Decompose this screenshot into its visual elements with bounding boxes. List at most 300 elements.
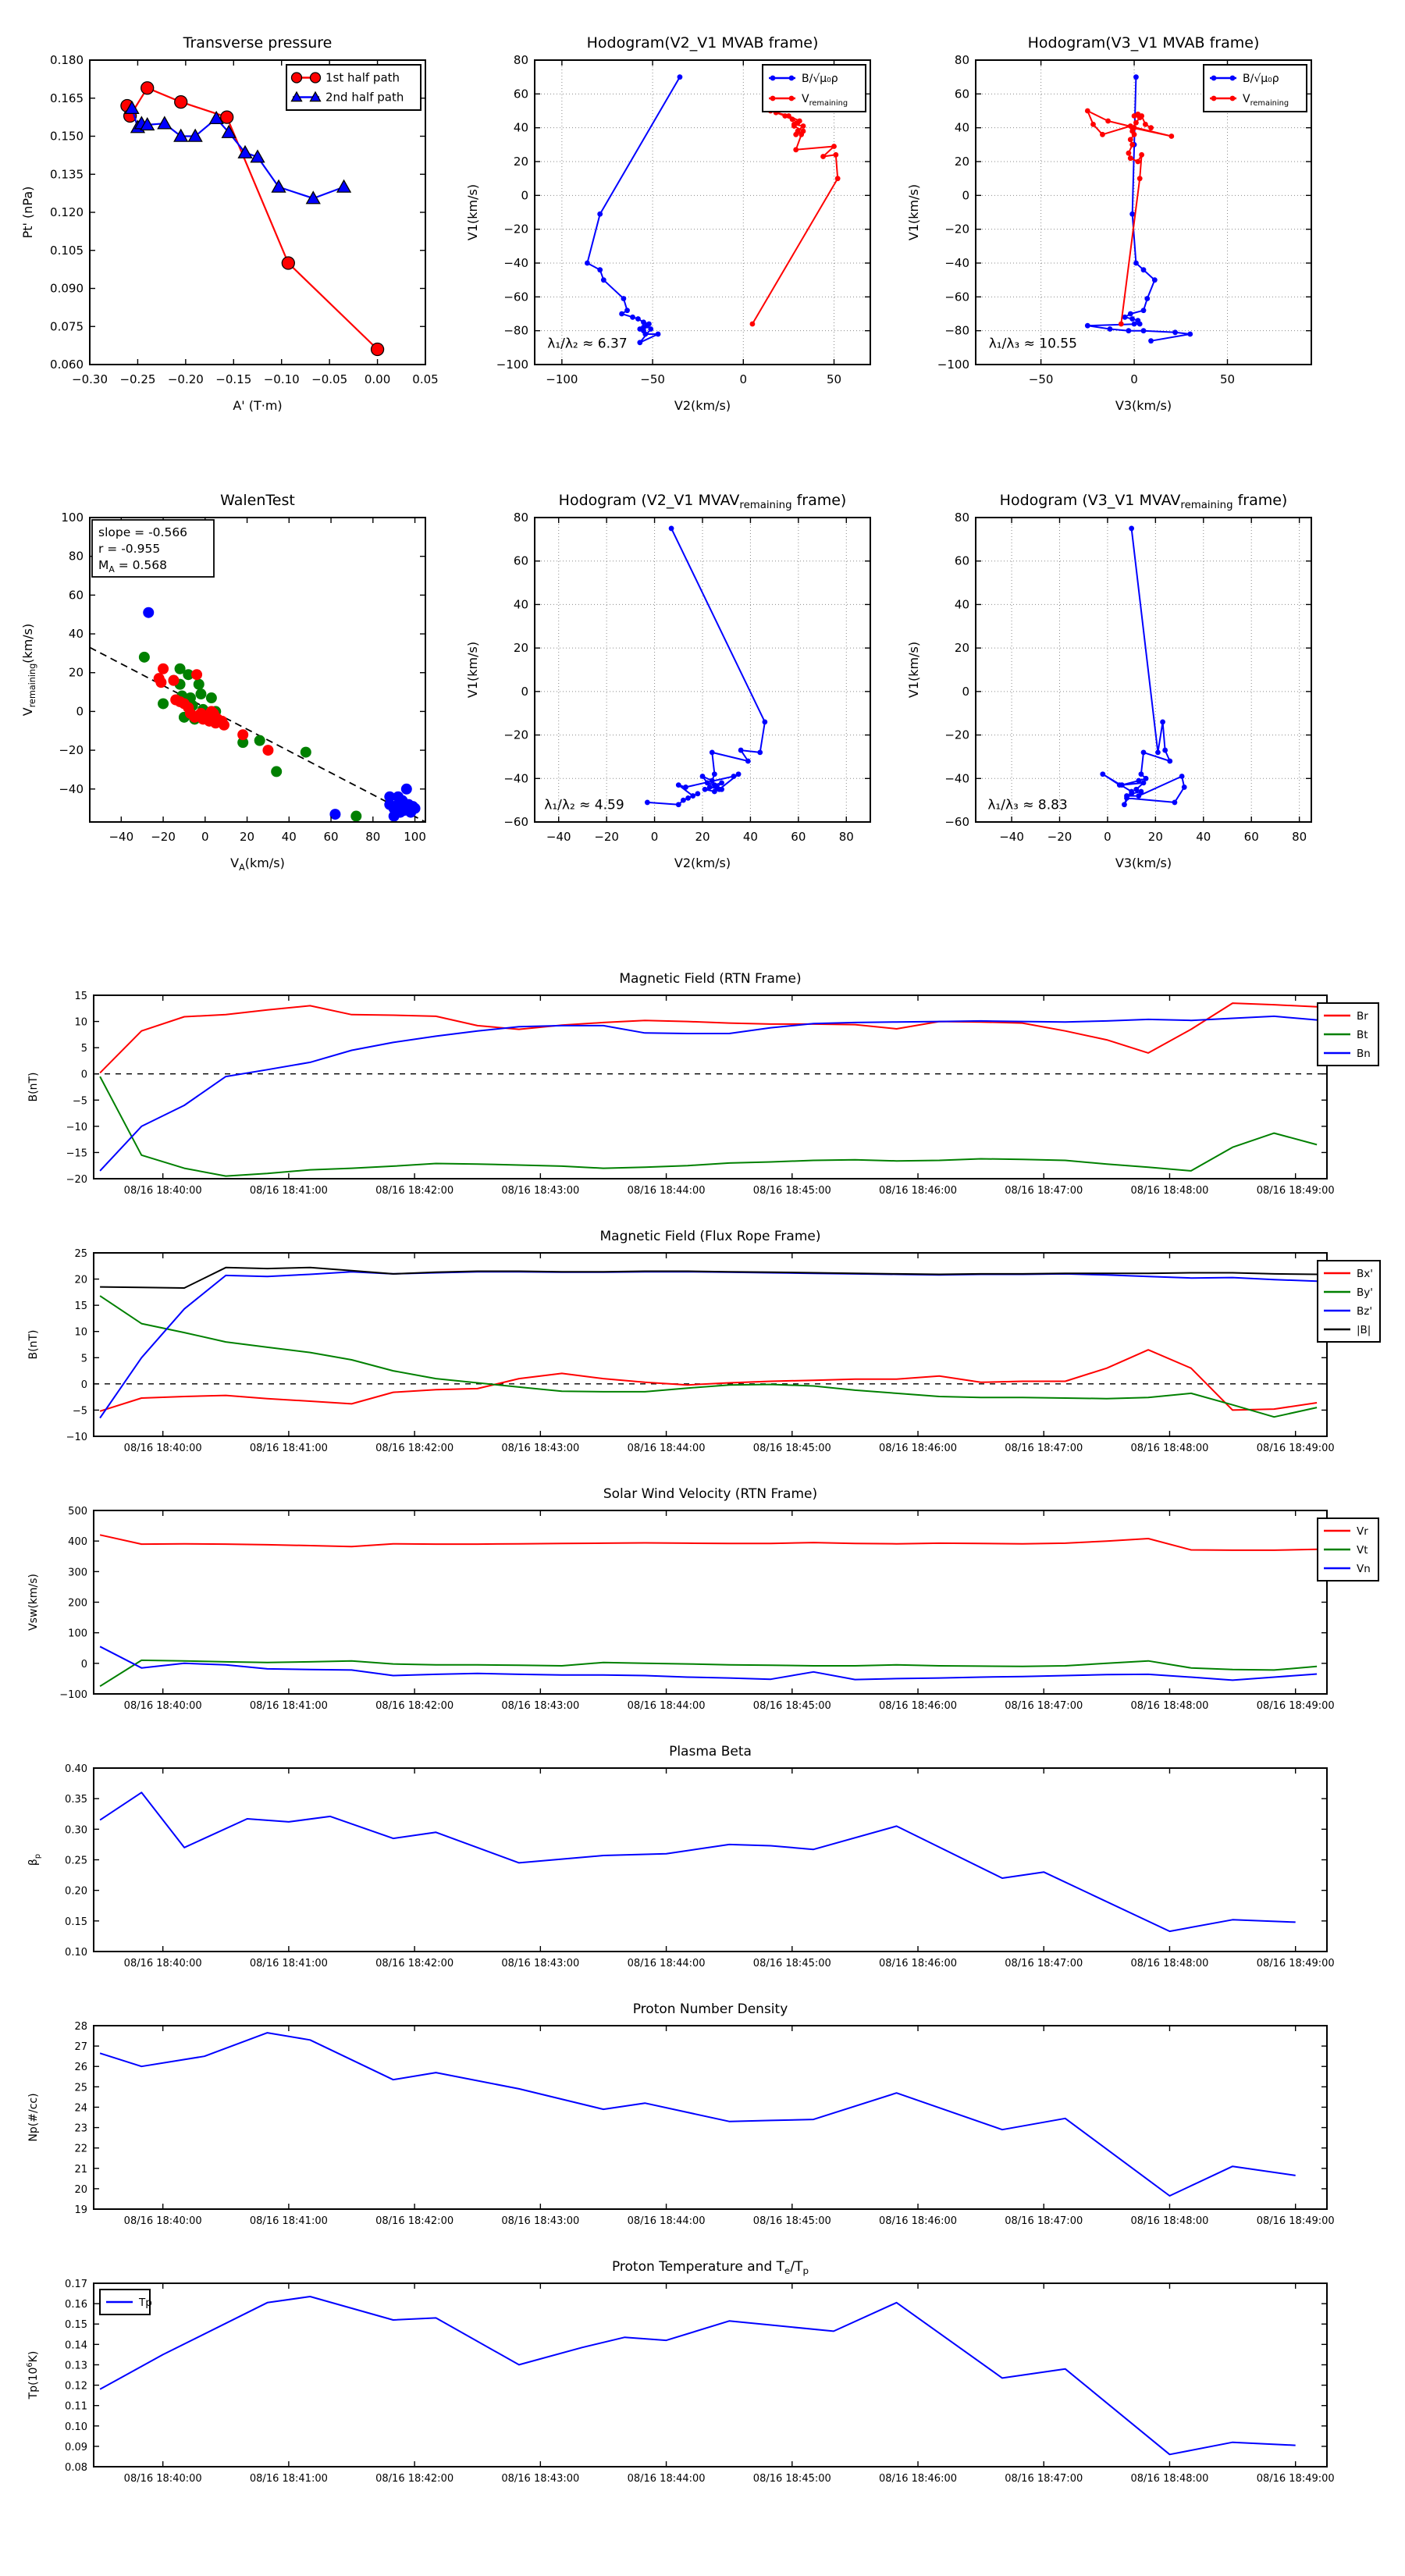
circle-marker: [282, 257, 294, 269]
svg-text:−40: −40: [944, 771, 969, 786]
svg-text:0.060: 0.060: [50, 358, 84, 372]
dot-marker: [757, 749, 763, 755]
dot-marker: [597, 267, 603, 272]
svg-text:80: 80: [1292, 830, 1307, 844]
circle-marker: [195, 688, 206, 699]
dot-marker: [700, 774, 706, 779]
dot-marker: [789, 96, 795, 101]
svg-text:60: 60: [513, 553, 528, 568]
svg-text:08/16 18:48:00: 08/16 18:48:00: [1130, 1185, 1209, 1197]
svg-text:−10: −10: [66, 1432, 87, 1443]
circle-marker: [262, 745, 273, 756]
legend-label: Tp: [139, 2297, 152, 2309]
svg-text:0.20: 0.20: [65, 1885, 87, 1898]
dot-marker: [791, 123, 797, 129]
svg-text:−40: −40: [108, 830, 134, 844]
svg-text:08/16 18:43:00: 08/16 18:43:00: [501, 1700, 580, 1712]
dot-marker: [1141, 749, 1147, 755]
svg-text:0.120: 0.120: [50, 205, 84, 219]
dot-marker: [789, 76, 795, 81]
svg-text:20: 20: [695, 830, 710, 844]
svg-text:−0.15: −0.15: [215, 372, 252, 386]
svg-text:−40: −40: [503, 256, 528, 270]
dot-marker: [648, 326, 653, 332]
circle-marker: [158, 664, 169, 674]
plot-svg: [12, 1729, 1393, 1987]
dot-marker: [1155, 749, 1161, 755]
svg-text:0.075: 0.075: [50, 319, 84, 334]
svg-text:−50: −50: [640, 372, 665, 386]
circle-marker: [175, 96, 187, 109]
svg-text:80: 80: [513, 511, 528, 525]
legend-label: |B|: [1357, 1324, 1371, 1336]
svg-text:60: 60: [791, 830, 806, 844]
svg-text:08/16 18:46:00: 08/16 18:46:00: [879, 2215, 958, 2227]
svg-text:08/16 18:45:00: 08/16 18:45:00: [752, 1958, 831, 1969]
circle-marker: [401, 784, 412, 795]
dot-marker: [1172, 329, 1178, 335]
dot-marker: [1100, 771, 1105, 777]
dot-marker: [1211, 76, 1217, 81]
svg-text:08/16 18:41:00: 08/16 18:41:00: [249, 1185, 328, 1197]
svg-text:50: 50: [1219, 372, 1236, 386]
svg-text:40: 40: [513, 120, 528, 135]
svg-text:−5: −5: [72, 1405, 87, 1418]
svg-text:−20: −20: [944, 222, 969, 237]
svg-text:20: 20: [954, 641, 969, 656]
dot-marker: [1122, 802, 1127, 807]
circle-marker: [158, 698, 169, 709]
svg-text:08/16 18:46:00: 08/16 18:46:00: [879, 1185, 958, 1197]
chart-title: Hodogram (V2_V1 $MVAV_{remaining}$ frame): [558, 492, 847, 511]
svg-text:08/16 18:43:00: 08/16 18:43:00: [501, 2215, 580, 2227]
dot-marker: [1128, 137, 1133, 142]
svg-text:50: 50: [826, 372, 842, 386]
chart-hodogram-v2v1-mvab: [457, 9, 894, 466]
dot-marker: [770, 76, 776, 81]
svg-text:40: 40: [954, 120, 969, 135]
dot-marker: [645, 800, 650, 806]
chart-title: Magnetic Field (Flux Rope Frame): [599, 1229, 821, 1244]
svg-text:08/16 18:42:00: 08/16 18:42:00: [375, 2215, 454, 2227]
svg-text:0: 0: [80, 1379, 87, 1391]
svg-text:08/16 18:43:00: 08/16 18:43:00: [501, 1185, 580, 1197]
chart-title: WalenTest: [220, 492, 295, 509]
svg-text:60: 60: [1243, 830, 1259, 844]
svg-text:−100: −100: [59, 1689, 87, 1701]
dot-marker: [1141, 267, 1147, 272]
svg-text:0.165: 0.165: [50, 91, 84, 105]
svg-text:0: 0: [80, 1069, 87, 1081]
svg-text:60: 60: [323, 830, 339, 844]
svg-text:20: 20: [68, 665, 84, 680]
dot-marker: [1136, 778, 1141, 784]
svg-text:08/16 18:41:00: 08/16 18:41:00: [249, 2215, 328, 2227]
svg-text:400: 400: [68, 1536, 87, 1549]
dot-marker: [1085, 109, 1090, 114]
svg-text:0: 0: [80, 1658, 87, 1670]
y-axis-label: V1(km/s): [465, 641, 480, 699]
dot-marker: [695, 791, 700, 796]
svg-text:−0.30: −0.30: [72, 372, 108, 386]
legend-label: Bz': [1357, 1305, 1373, 1318]
dot-marker: [1139, 152, 1144, 158]
dot-marker: [669, 526, 674, 532]
annotation-text: λ₁/λ₂ ≈ 6.37: [547, 336, 628, 352]
svg-text:08/16 18:48:00: 08/16 18:48:00: [1130, 2215, 1209, 2227]
svg-text:08/16 18:44:00: 08/16 18:44:00: [627, 1958, 706, 1969]
svg-text:0.11: 0.11: [65, 2400, 87, 2413]
svg-text:40: 40: [281, 830, 297, 844]
svg-text:23: 23: [74, 2122, 87, 2135]
circle-marker: [219, 720, 229, 731]
y-axis-label: V1(km/s): [906, 641, 921, 699]
svg-text:0.00: 0.00: [364, 372, 391, 386]
svg-text:08/16 18:40:00: 08/16 18:40:00: [123, 2473, 202, 2485]
svg-text:0.150: 0.150: [50, 129, 84, 144]
annotation-text: λ₁/λ₂ ≈ 4.59: [544, 797, 624, 813]
circle-marker: [155, 677, 166, 688]
svg-text:0: 0: [521, 188, 528, 203]
svg-text:5: 5: [80, 1353, 87, 1365]
svg-text:−100: −100: [937, 358, 969, 372]
y-axis-label: B(nT): [27, 1329, 40, 1360]
svg-text:08/16 18:49:00: 08/16 18:49:00: [1256, 1958, 1335, 1969]
svg-text:08/16 18:48:00: 08/16 18:48:00: [1130, 2473, 1209, 2485]
dot-marker: [1132, 322, 1137, 327]
plot-svg: [12, 1214, 1393, 1471]
y-axis-label: B(nT): [27, 1072, 40, 1102]
svg-text:20: 20: [1147, 830, 1163, 844]
legend: [1204, 65, 1307, 112]
dot-marker: [1129, 789, 1134, 795]
svg-text:08/16 18:49:00: 08/16 18:49:00: [1256, 2473, 1335, 2485]
dot-marker: [1141, 780, 1147, 785]
y-axis-label: Pt' (nPa): [20, 186, 35, 239]
dot-marker: [1090, 122, 1096, 127]
svg-text:20: 20: [74, 2183, 87, 2196]
svg-text:−20: −20: [59, 743, 84, 758]
svg-text:0.17: 0.17: [65, 2279, 87, 2290]
dot-marker: [1211, 96, 1217, 101]
chart-title: Hodogram (V3_V1 $MVAV_{remaining}$ frame): [999, 492, 1288, 511]
svg-text:08/16 18:40:00: 08/16 18:40:00: [123, 1700, 202, 1712]
svg-text:0.09: 0.09: [65, 2441, 87, 2453]
svg-text:80: 80: [838, 830, 854, 844]
circle-marker: [271, 766, 282, 777]
svg-text:08/16 18:47:00: 08/16 18:47:00: [1005, 1958, 1083, 1969]
svg-text:10: 10: [74, 1326, 87, 1339]
legend-label: $V_{remaining}$: [1243, 93, 1289, 108]
svg-text:08/16 18:45:00: 08/16 18:45:00: [752, 1700, 831, 1712]
dot-marker: [801, 129, 806, 134]
svg-text:20: 20: [513, 641, 528, 656]
dot-marker: [762, 719, 767, 724]
svg-text:22: 22: [74, 2143, 87, 2155]
svg-text:300: 300: [68, 1567, 87, 1579]
svg-text:40: 40: [513, 597, 528, 612]
dot-marker: [820, 154, 826, 159]
chart-magnetic-field-rtn: [12, 956, 1393, 1214]
legend-label: B/√μ₀ρ: [1243, 73, 1279, 85]
svg-text:08/16 18:46:00: 08/16 18:46:00: [879, 2473, 958, 2485]
svg-text:200: 200: [68, 1597, 87, 1610]
legend: [286, 65, 421, 110]
svg-text:0.13: 0.13: [65, 2360, 87, 2372]
dot-marker: [1129, 142, 1135, 148]
svg-text:08/16 18:46:00: 08/16 18:46:00: [879, 1958, 958, 1969]
svg-text:08/16 18:44:00: 08/16 18:44:00: [627, 1443, 706, 1454]
svg-text:−20: −20: [1047, 830, 1072, 844]
dot-marker: [1126, 328, 1131, 333]
svg-text:0: 0: [76, 704, 84, 719]
dot-marker: [833, 152, 838, 158]
svg-text:0: 0: [962, 684, 969, 699]
dot-marker: [1162, 748, 1168, 753]
dot-marker: [683, 785, 688, 790]
svg-text:20: 20: [513, 155, 528, 169]
svg-text:−80: −80: [503, 323, 528, 338]
svg-text:24: 24: [74, 2102, 87, 2115]
svg-text:08/16 18:40:00: 08/16 18:40:00: [123, 2215, 202, 2227]
circle-marker: [292, 73, 302, 83]
dot-marker: [624, 308, 630, 313]
svg-text:08/16 18:45:00: 08/16 18:45:00: [752, 1443, 831, 1454]
legend-label: B/√μ₀ρ: [802, 73, 838, 85]
svg-text:25: 25: [74, 2082, 87, 2094]
dot-marker: [1187, 332, 1193, 337]
circle-marker: [143, 607, 154, 618]
x-axis-label: V2(km/s): [674, 398, 731, 413]
svg-text:08/16 18:41:00: 08/16 18:41:00: [249, 1958, 328, 1969]
svg-text:−60: −60: [503, 290, 528, 304]
y-axis-label: V1(km/s): [906, 183, 921, 241]
svg-text:100: 100: [61, 511, 84, 525]
chart-magnetic-field-flux-rope: [12, 1214, 1393, 1471]
chart-hodogram-v3v1-mvav: [898, 467, 1354, 923]
dot-marker: [1148, 125, 1154, 130]
dot-marker: [1129, 316, 1135, 322]
dot-marker: [1133, 74, 1139, 80]
svg-text:08/16 18:44:00: 08/16 18:44:00: [627, 2473, 706, 2485]
dot-marker: [1148, 338, 1154, 343]
svg-text:80: 80: [513, 53, 528, 67]
dot-marker: [621, 296, 626, 301]
dot-marker: [770, 96, 776, 101]
svg-text:21: 21: [74, 2163, 87, 2176]
plot-svg: [898, 467, 1354, 923]
legend-label: Vr: [1357, 1525, 1368, 1538]
svg-text:−20: −20: [503, 728, 528, 742]
svg-text:25: 25: [74, 1248, 87, 1260]
dot-marker: [1128, 155, 1133, 161]
svg-text:20: 20: [74, 1274, 87, 1286]
dot-marker: [745, 759, 751, 764]
svg-text:−0.05: −0.05: [311, 372, 348, 386]
dot-marker: [1085, 323, 1090, 329]
legend-label: Bt: [1357, 1029, 1368, 1041]
svg-text:−40: −40: [503, 771, 528, 786]
svg-text:0.30: 0.30: [65, 1824, 87, 1837]
dot-marker: [831, 144, 837, 149]
dot-marker: [1230, 76, 1236, 81]
svg-text:0.25: 0.25: [65, 1855, 87, 1867]
dot-marker: [1182, 785, 1187, 790]
svg-text:40: 40: [1196, 830, 1211, 844]
svg-text:80: 80: [954, 53, 969, 67]
svg-text:08/16 18:45:00: 08/16 18:45:00: [752, 1185, 831, 1197]
legend: [763, 65, 866, 112]
svg-text:80: 80: [954, 511, 969, 525]
svg-text:0: 0: [521, 684, 528, 699]
svg-text:0.08: 0.08: [65, 2462, 87, 2474]
plot-svg: [457, 9, 894, 466]
y-axis-label: Vsw(km/s): [27, 1573, 40, 1631]
svg-text:0: 0: [739, 372, 748, 386]
legend-label: Br: [1357, 1010, 1368, 1023]
legend-label: $V_{remaining}$: [802, 93, 848, 108]
y-axis-label: $V_{remaining}(km/s)$: [20, 623, 37, 717]
chart-hodogram-v2v1-mvav: [457, 467, 894, 923]
svg-text:08/16 18:40:00: 08/16 18:40:00: [123, 1443, 202, 1454]
dot-marker: [712, 771, 717, 777]
dot-marker: [1124, 795, 1129, 801]
dot-marker: [1152, 277, 1158, 283]
plot-svg: [12, 2244, 1393, 2502]
svg-text:08/16 18:43:00: 08/16 18:43:00: [501, 2473, 580, 2485]
dot-marker: [1137, 322, 1143, 327]
dot-marker: [1141, 308, 1147, 313]
svg-text:−100: −100: [546, 372, 578, 386]
dot-marker: [1100, 132, 1105, 137]
chart-title: Solar Wind Velocity (RTN Frame): [603, 1486, 818, 1502]
svg-text:−15: −15: [66, 1147, 87, 1160]
plot-svg: [12, 956, 1393, 1214]
dot-marker: [750, 322, 756, 327]
svg-text:08/16 18:49:00: 08/16 18:49:00: [1256, 2215, 1335, 2227]
svg-text:08/16 18:49:00: 08/16 18:49:00: [1256, 1185, 1335, 1197]
svg-text:−40: −40: [546, 830, 571, 844]
plot-svg: [12, 1471, 1393, 1729]
svg-text:08/16 18:41:00: 08/16 18:41:00: [249, 2473, 328, 2485]
svg-text:−0.10: −0.10: [263, 372, 300, 386]
chart-proton-number-density: [12, 1987, 1393, 2244]
dot-marker: [1144, 296, 1150, 301]
svg-text:r = -0.955: r = -0.955: [98, 542, 161, 556]
svg-text:10: 10: [74, 1016, 87, 1029]
svg-text:08/16 18:43:00: 08/16 18:43:00: [501, 1443, 580, 1454]
svg-text:15: 15: [74, 1300, 87, 1313]
dot-marker: [717, 787, 722, 792]
svg-text:08/16 18:43:00: 08/16 18:43:00: [501, 1958, 580, 1969]
dot-marker: [1119, 322, 1124, 327]
svg-text:−20: −20: [944, 728, 969, 742]
x-axis-label: $V_A(km/s)$: [230, 856, 285, 873]
circle-marker: [237, 729, 248, 740]
legend-label: 2nd half path: [325, 90, 404, 105]
chart-plasma-beta: [12, 1729, 1393, 1987]
svg-text:0: 0: [650, 830, 659, 844]
dot-marker: [710, 749, 715, 755]
dot-marker: [1108, 326, 1113, 332]
dot-marker: [585, 261, 590, 266]
svg-text:0: 0: [1104, 830, 1112, 844]
svg-text:0.135: 0.135: [50, 167, 84, 182]
legend-label: By': [1357, 1286, 1373, 1299]
svg-text:20: 20: [240, 830, 255, 844]
dot-marker: [801, 123, 806, 129]
dot-marker: [619, 311, 624, 317]
chart-title: Hodogram(V3_V1 MVAB frame): [1027, 34, 1260, 52]
dot-marker: [707, 785, 713, 790]
chart-title: Transverse pressure: [183, 34, 333, 52]
plot-svg: [12, 1987, 1393, 2244]
dot-marker: [1129, 212, 1135, 217]
svg-text:−20: −20: [66, 1174, 87, 1186]
svg-text:08/16 18:49:00: 08/16 18:49:00: [1256, 1700, 1335, 1712]
chart-transverse-pressure: [12, 9, 449, 466]
svg-text:28: 28: [74, 2021, 87, 2033]
svg-text:27: 27: [74, 2041, 87, 2054]
svg-text:08/16 18:45:00: 08/16 18:45:00: [752, 2473, 831, 2485]
svg-text:0.180: 0.180: [50, 53, 84, 67]
legend: [100, 2290, 152, 2314]
circle-marker: [301, 747, 311, 758]
annotation-text: λ₁/λ₃ ≈ 10.55: [988, 336, 1077, 352]
svg-text:08/16 18:44:00: 08/16 18:44:00: [627, 2215, 706, 2227]
plot-svg: [12, 9, 449, 466]
svg-text:−60: −60: [944, 290, 969, 304]
chart-title: Magnetic Field (RTN Frame): [619, 971, 802, 987]
dot-marker: [1133, 261, 1139, 266]
svg-text:08/16 18:47:00: 08/16 18:47:00: [1005, 1443, 1083, 1454]
plot-svg: [898, 9, 1354, 466]
dot-marker: [656, 332, 661, 337]
svg-text:08/16 18:40:00: 08/16 18:40:00: [123, 1958, 202, 1969]
dot-marker: [642, 332, 648, 337]
svg-text:0.15: 0.15: [65, 1916, 87, 1928]
dot-marker: [678, 74, 683, 80]
svg-text:0.16: 0.16: [65, 2299, 87, 2311]
svg-text:0.105: 0.105: [50, 243, 84, 258]
dot-marker: [1179, 774, 1185, 779]
dot-marker: [690, 793, 695, 799]
svg-text:0.10: 0.10: [65, 2421, 87, 2433]
svg-text:−20: −20: [503, 222, 528, 237]
svg-text:−100: −100: [496, 358, 528, 372]
legend: [1318, 1518, 1378, 1581]
svg-text:60: 60: [513, 87, 528, 101]
dot-marker: [790, 116, 795, 122]
dot-marker: [681, 798, 686, 803]
dot-marker: [1135, 159, 1140, 165]
legend-label: Vt: [1357, 1544, 1368, 1557]
svg-text:−0.25: −0.25: [119, 372, 156, 386]
dot-marker: [1137, 176, 1143, 181]
svg-text:08/16 18:47:00: 08/16 18:47:00: [1005, 1185, 1083, 1197]
dot-marker: [601, 277, 606, 283]
circle-marker: [254, 735, 265, 746]
svg-text:08/16 18:41:00: 08/16 18:41:00: [249, 1443, 328, 1454]
dot-marker: [1141, 328, 1147, 333]
y-axis-label: Np(#/cc): [27, 2093, 40, 2142]
legend: [1318, 1261, 1380, 1342]
dot-marker: [1167, 759, 1172, 764]
svg-text:08/16 18:48:00: 08/16 18:48:00: [1130, 1700, 1209, 1712]
chart-title: Hodogram(V2_V1 MVAB frame): [586, 34, 819, 52]
svg-text:0.12: 0.12: [65, 2380, 87, 2393]
chart-walen-test: [12, 467, 449, 923]
